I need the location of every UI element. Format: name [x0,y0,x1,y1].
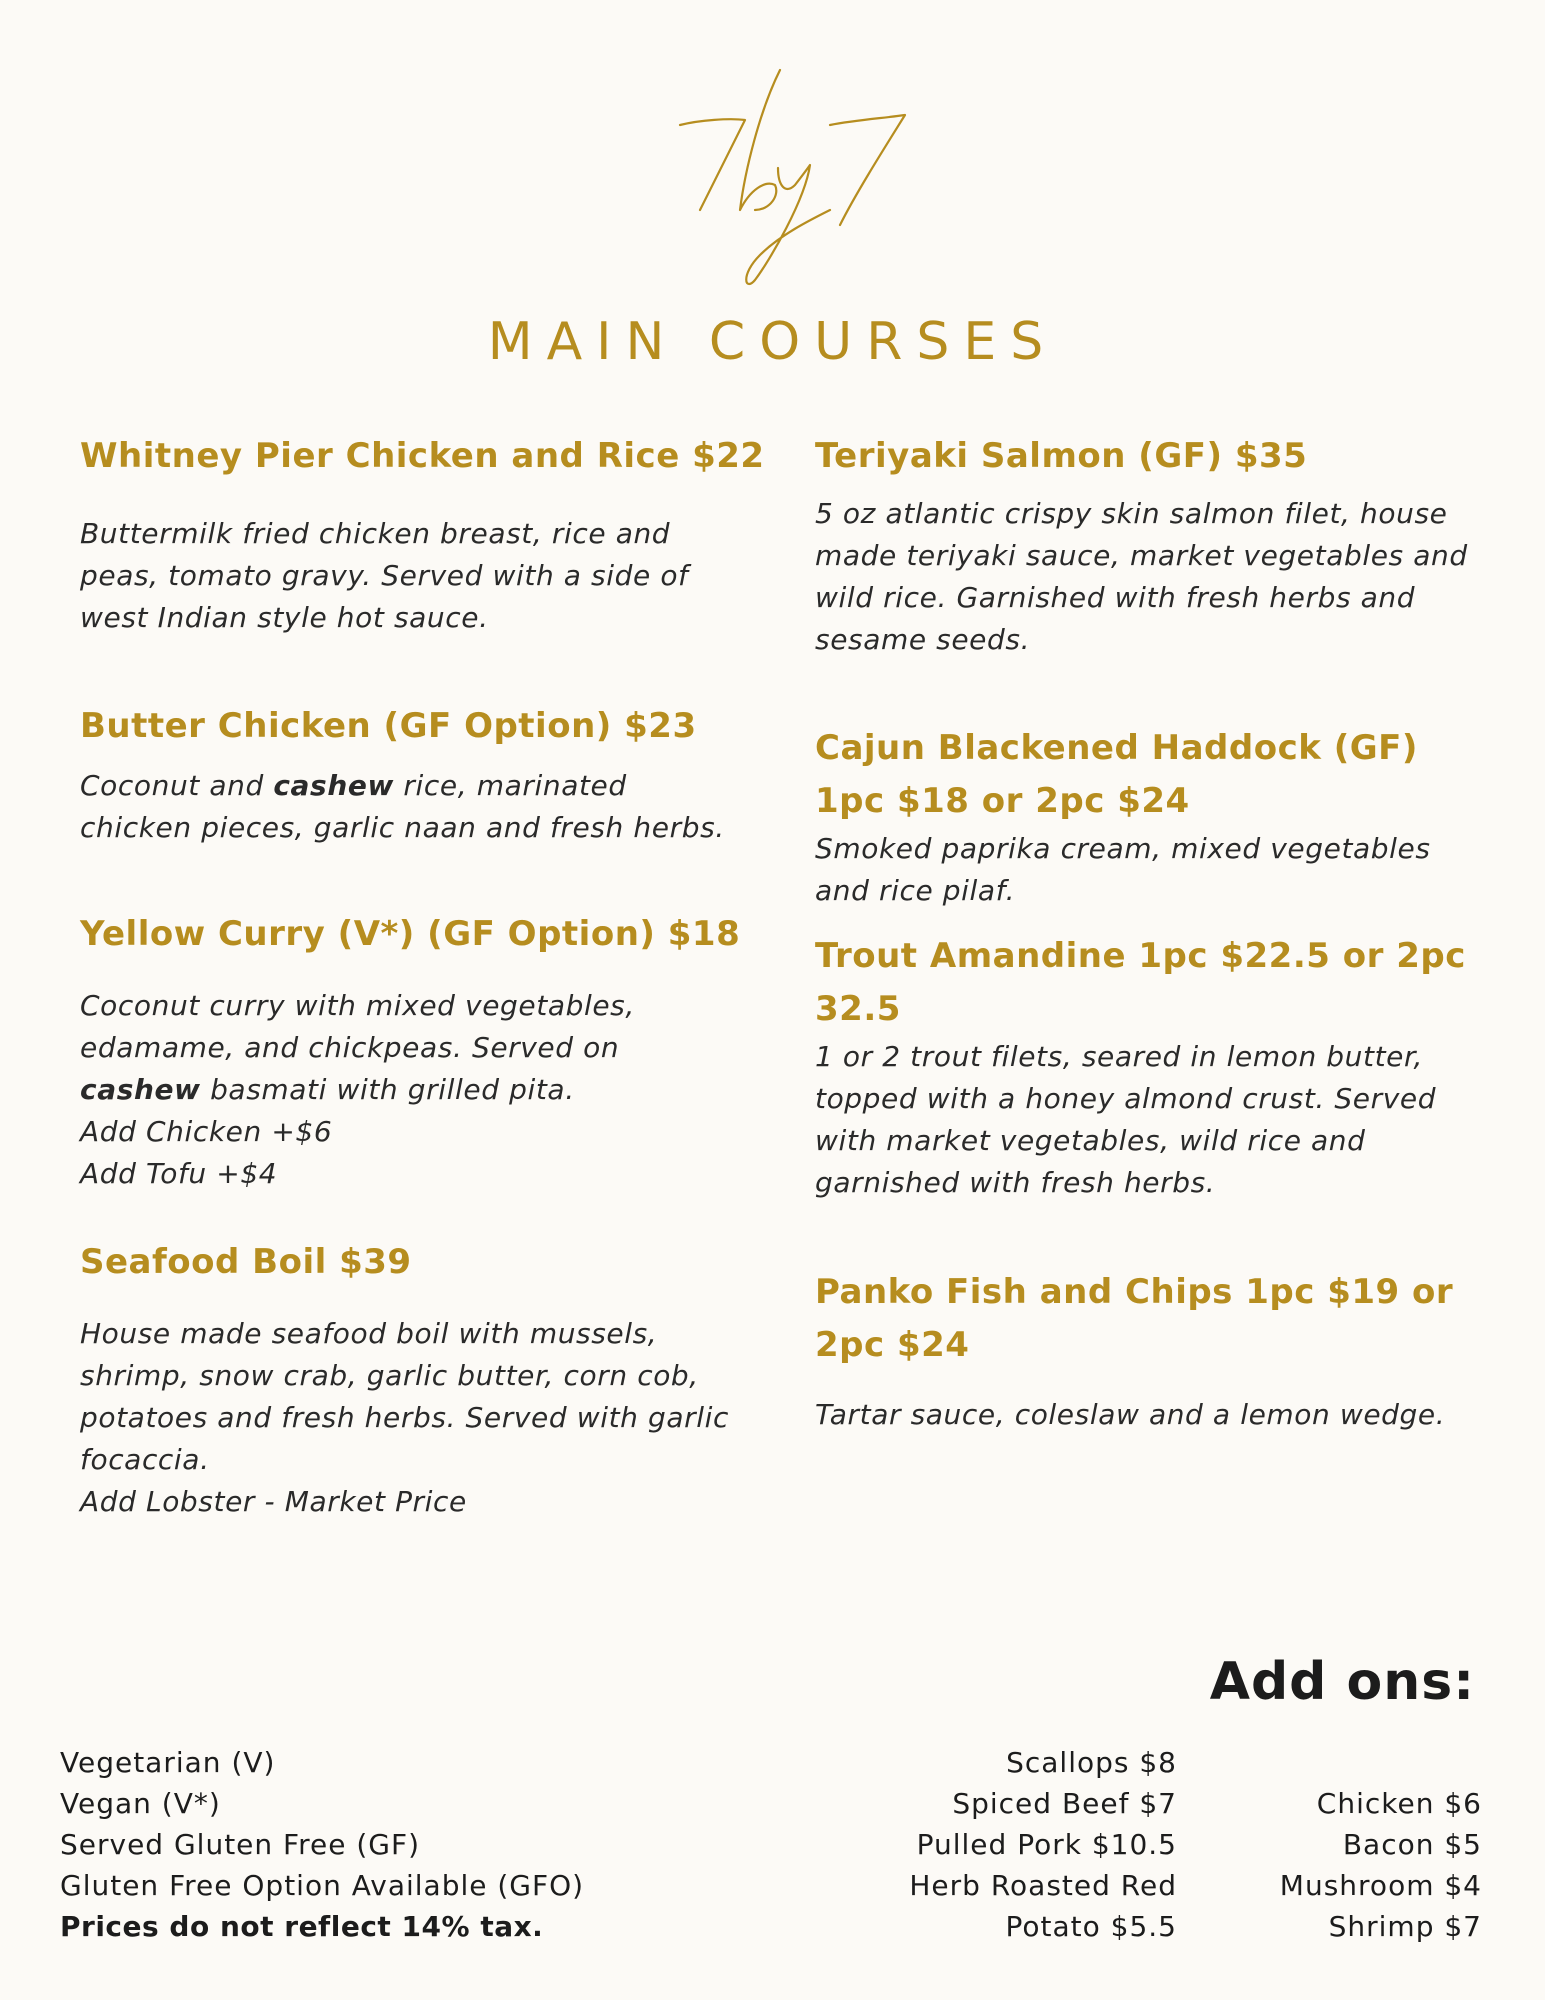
addon-item: Scallops $8 [1006,1746,1177,1779]
menu-item-description [815,493,1475,661]
addon-item: Potato $5.5 [1005,1910,1177,1943]
addons-list-secondary [1182,1783,1482,1947]
dietary-legend [60,1742,584,1947]
addon-item: Mushroom $4 [1279,1869,1482,1902]
desc-line: 1 or 2 trout filets, seared in lemon butter, [815,1040,1424,1073]
desc-line: with market vegetables, wild rice and [815,1124,1366,1157]
desc-line: Add Lobster - Market Price [80,1485,467,1518]
menu-item [815,930,1475,1204]
legend-line: Gluten Free Option Available (GFO) [60,1869,585,1902]
desc-line: Coconut and cashew rice, marinated [80,769,627,802]
page-title: MAIN COURSES [487,312,1058,372]
legend-line: Vegan (V*) [60,1787,221,1820]
desc-line: shrimp, snow crab, garlic butter, corn cob, [80,1359,699,1392]
desc-line: Add Tofu +$4 [80,1157,278,1190]
desc-line: chicken pieces, garlic naan and fresh herbs. [80,811,725,844]
menu-item [80,1236,770,1523]
addon-item: Spiced Beef $7 [952,1787,1177,1820]
menu-item-title: Teriyaki Salmon (GF) $35 [815,436,1308,476]
title-line: 2pc $24 [815,1325,970,1365]
desc-line: Smoked paprika cream, mixed vegetables [815,832,1431,865]
desc-line: made teriyaki sauce, market vegetables and [815,539,1468,572]
desc-line: Tartar sauce, coleslaw and a lemon wedge. [815,1398,1446,1431]
desc-line: cashew basmati with grilled pita. [80,1073,575,1106]
title-line: Cajun Blackened Haddock (GF) [815,728,1418,768]
desc-line: Buttermilk fried chicken breast, rice and [80,517,671,550]
menu-item [815,1266,1475,1436]
menu-item-title: Seafood Boil $39 [80,1242,412,1282]
menu-item-title: Whitney Pier Chicken and Rice $22 [80,436,765,476]
addon-item: Herb Roasted Red [909,1869,1177,1902]
menu-item-description [815,1394,1475,1436]
addon-item: Shrimp $7 [1328,1910,1482,1943]
menu-item-title [815,722,1475,828]
desc-line: topped with a honey almond crust. Served [815,1082,1437,1115]
desc-line: edamame, and chickpeas. Served on [80,1031,620,1064]
title-line: Panko Fish and Chips 1pc $19 or [815,1272,1454,1312]
menu-item-description [80,985,770,1195]
desc-line: sesame seeds. [815,623,1031,656]
desc-line: wild rice. Garnished with fresh herbs and [815,581,1416,614]
logo-text: 7by7 [660,45,700,64]
desc-line: garnished with fresh herbs. [815,1166,1216,1199]
restaurant-logo [660,45,930,290]
addons-list-primary [777,1742,1177,1947]
desc-line: west Indian style hot sauce. [80,601,489,634]
tax-note: Prices do not reflect 14% tax. [60,1910,544,1943]
menu-item-description [815,828,1475,912]
menu-item-description [80,765,770,849]
title-line: Trout Amandine 1pc $22.5 or 2pc [815,936,1466,976]
menu-item-title: Yellow Curry (V*) (GF Option) $18 [80,914,741,954]
addon-item: Chicken $6 [1316,1787,1482,1820]
desc-line: Coconut curry with mixed vegetables, [80,989,635,1022]
title-line: 1pc $18 or 2pc $24 [815,781,1190,821]
desc-line: 5 oz atlantic crispy skin salmon filet, house [815,497,1448,530]
menu-item [80,700,770,849]
legend-line: Vegetarian (V) [60,1746,276,1779]
desc-line: House made seafood boil with mussels, [80,1317,658,1350]
menu-item-title [815,1266,1475,1372]
menu-item [80,908,770,1195]
desc-line: potatoes and fresh herbs. Served with garlic [80,1401,730,1434]
menu-item-description [80,513,770,639]
menu-item [815,430,1475,661]
legend-line: Served Gluten Free (GF) [60,1828,421,1861]
menu-item-description [815,1036,1475,1204]
desc-line: focaccia. [80,1443,210,1476]
addon-item: Bacon $5 [1342,1828,1482,1861]
menu-item-title [815,930,1475,1036]
menu-item [80,430,770,639]
menu-item-description [80,1313,770,1523]
addons-heading: Add ons: [1209,1652,1475,1712]
title-line: 32.5 [815,989,901,1029]
menu-item-title: Butter Chicken (GF Option) $23 [80,706,697,746]
menu-item [815,722,1475,912]
desc-line: peas, tomato gravy. Served with a side of [80,559,689,592]
addon-item: Pulled Pork $10.5 [916,1828,1177,1861]
desc-line: Add Chicken +$6 [80,1115,333,1148]
desc-line: and rice pilaf. [815,874,1016,907]
